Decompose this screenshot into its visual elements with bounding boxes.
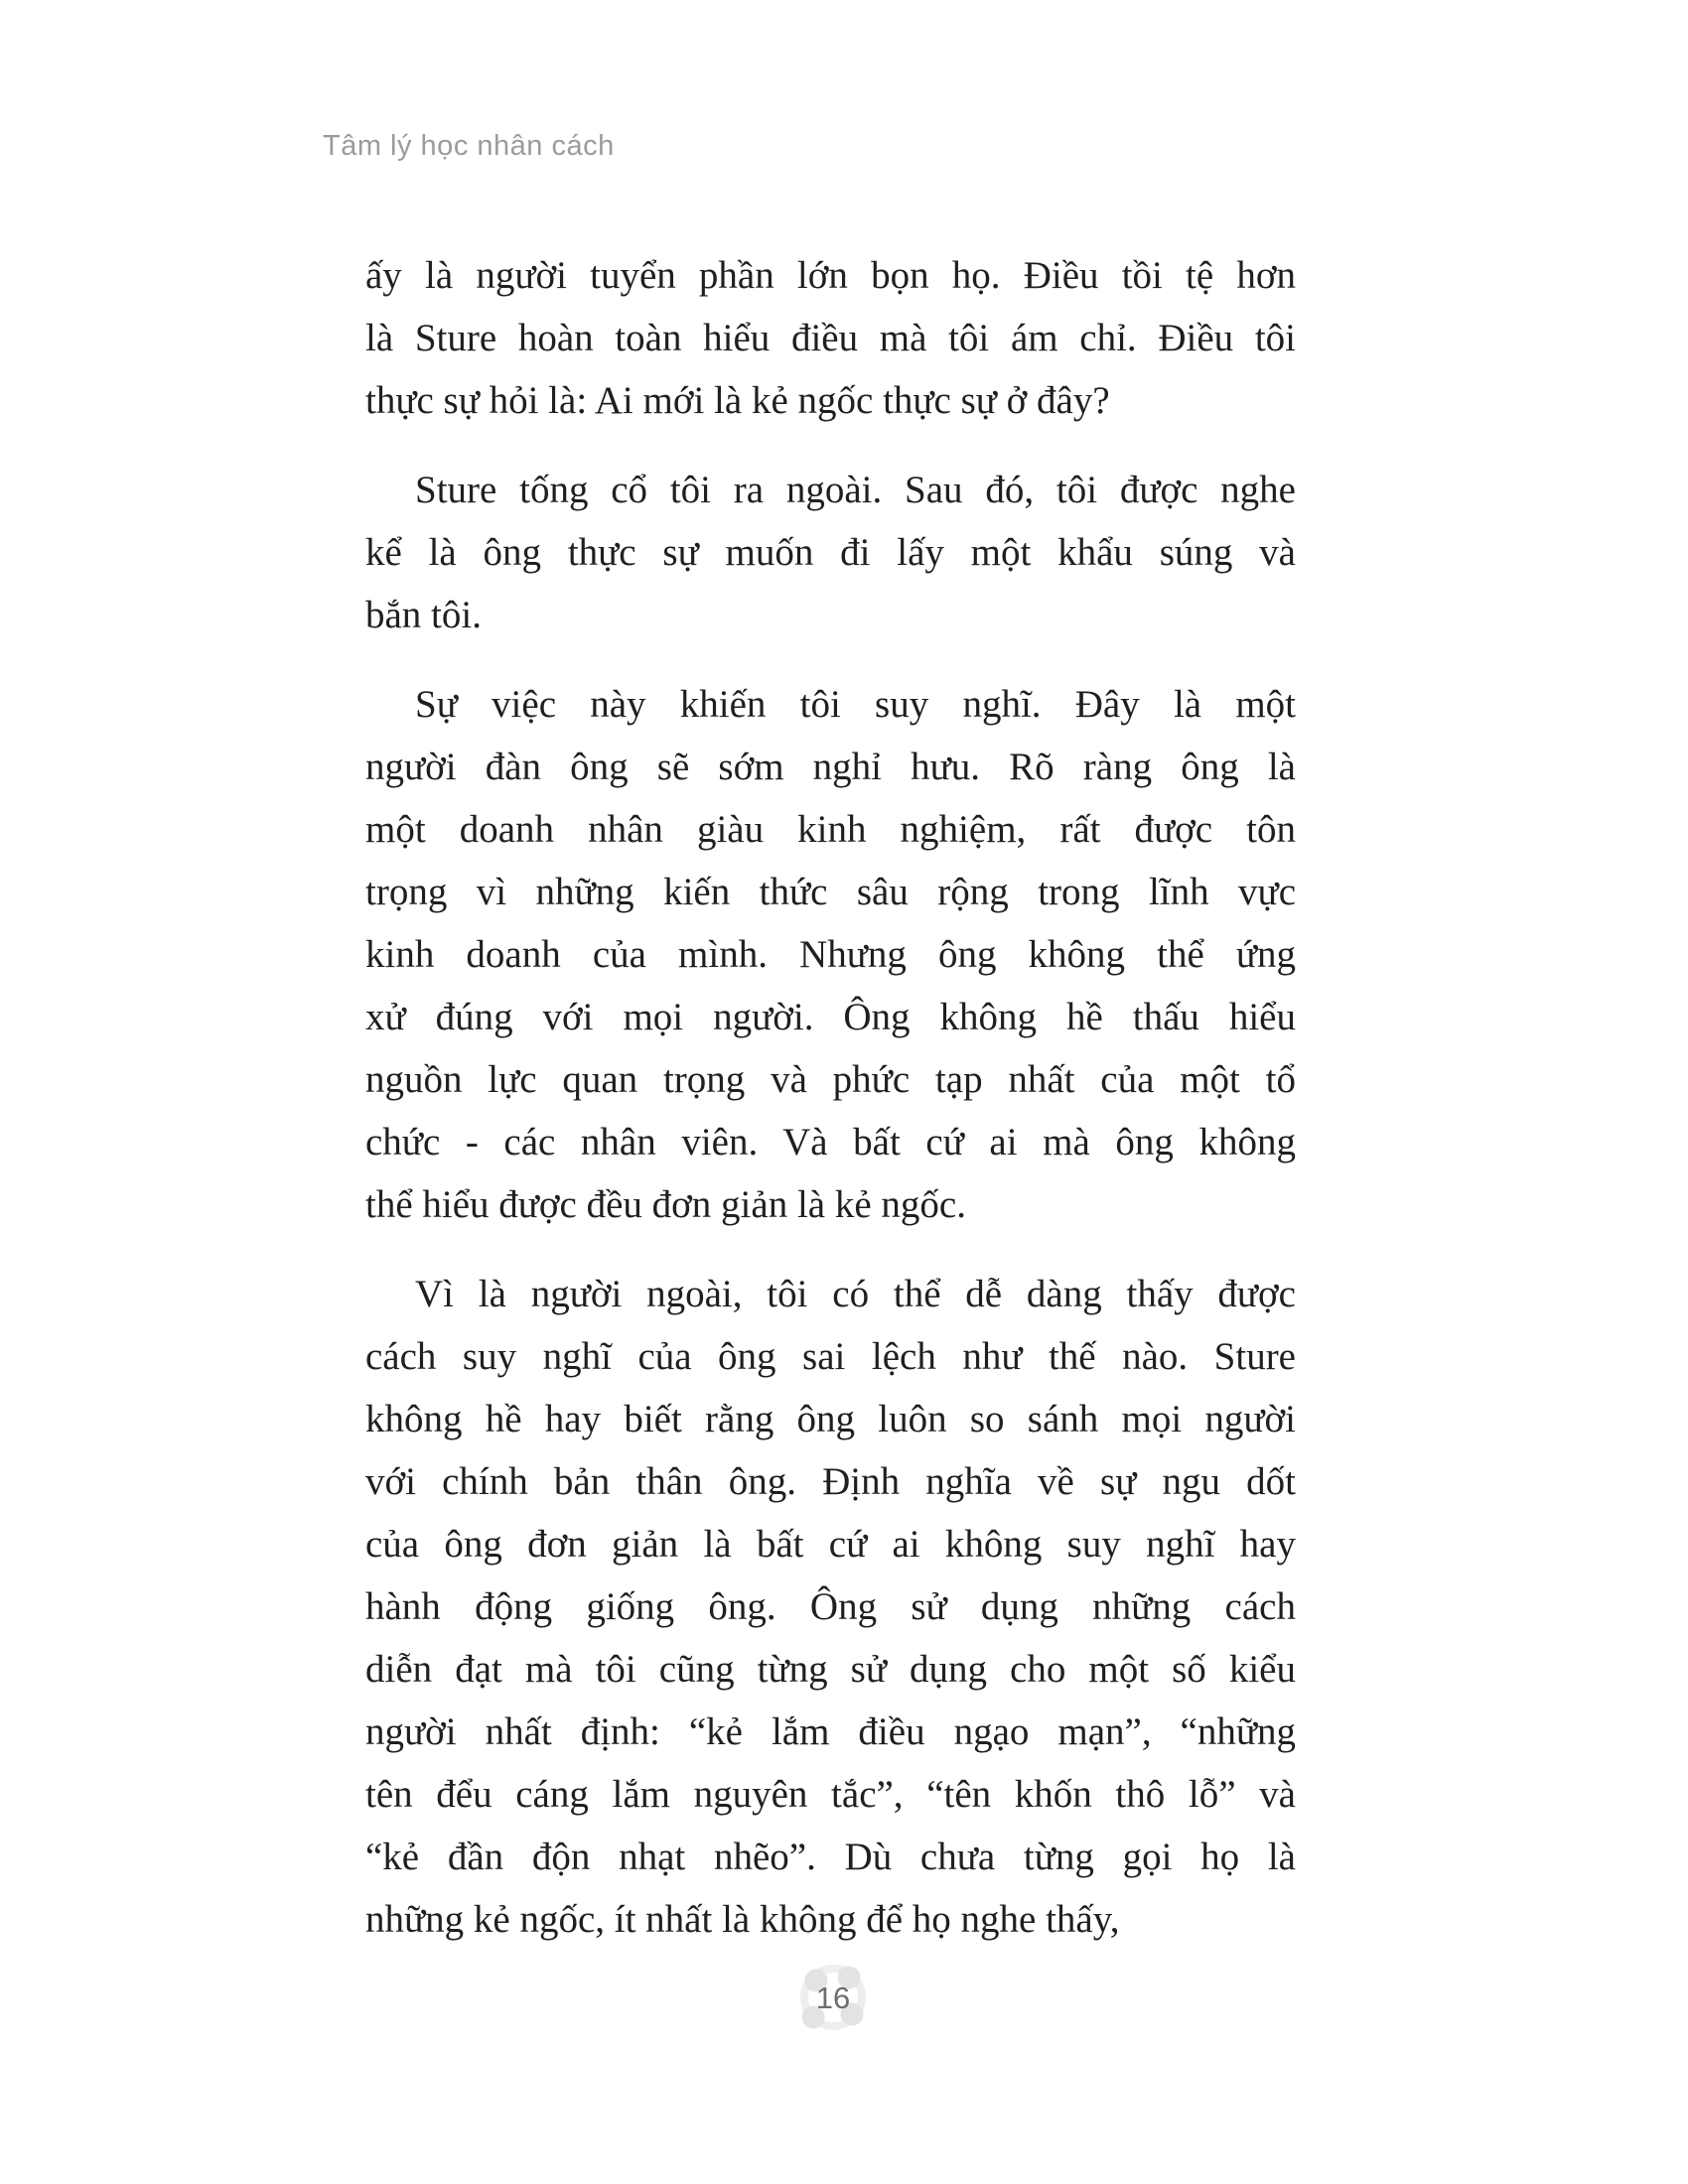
text-line: “kẻ đần độn nhạt nhẽo”. Dù chưa từng gọi họ là <box>365 1836 1296 1878</box>
text-line: Vì là người ngoài, tôi có thể dễ dàng thấy được <box>415 1273 1296 1315</box>
text-line: Sự việc này khiến tôi suy nghĩ. Đây là một <box>415 683 1296 726</box>
text-line: thể hiểu được đều đơn giản là kẻ ngốc. <box>365 1183 966 1226</box>
text-line: diễn đạt mà tôi cũng từng sử dụng cho một số kiểu <box>365 1648 1296 1691</box>
text-line: thực sự hỏi là: Ai mới là kẻ ngốc thực sự ở đây? <box>365 379 1110 422</box>
text-line: kinh doanh của mình. Nhưng ông không thể ứng <box>365 933 1296 976</box>
text-line: người đàn ông sẽ sớm nghỉ hưu. Rõ ràng ông là <box>365 746 1296 788</box>
text-line: người nhất định: “kẻ lắm điều ngạo mạn”, “những <box>365 1710 1296 1753</box>
paragraph <box>365 673 1296 1236</box>
page-body <box>365 244 1296 1951</box>
text-line: là Sture hoàn toàn hiểu điều mà tôi ám chỉ. Điều tôi <box>365 317 1296 359</box>
paragraph <box>365 1263 1296 1951</box>
text-line: tên đểu cáng lắm nguyên tắc”, “tên khốn thô lỗ” và <box>365 1773 1296 1816</box>
text-line: những kẻ ngốc, ít nhất là không để họ nghe thấy, <box>365 1898 1120 1941</box>
text-line: không hề hay biết rằng ông luôn so sánh mọi người <box>365 1398 1296 1440</box>
text-line: bắn tôi. <box>365 594 482 636</box>
running-header: Tâm lý học nhân cách <box>323 130 615 162</box>
text-line: ấy là người tuyển phần lớn bọn họ. Điều tồi tệ hơn <box>365 254 1296 297</box>
text-line: kể là ông thực sự muốn đi lấy một khẩu súng và <box>365 531 1296 574</box>
paragraph <box>365 459 1296 646</box>
text-line: chức - các nhân viên. Và bất cứ ai mà ông không <box>365 1121 1296 1163</box>
text-line: xử đúng với mọi người. Ông không hề thấu hiểu <box>365 996 1296 1038</box>
text-line: một doanh nhân giàu kinh nghiệm, rất được tôn <box>365 808 1296 851</box>
text-line: hành động giống ông. Ông sử dụng những cách <box>365 1585 1296 1628</box>
text-line: cách suy nghĩ của ông sai lệch như thế nào. Sture <box>365 1335 1296 1378</box>
page-number-ornament <box>792 1961 876 2044</box>
text-line: nguồn lực quan trọng và phức tạp nhất của một tổ <box>365 1058 1296 1101</box>
page-number: 16 <box>815 1980 851 2015</box>
paragraph <box>365 244 1296 432</box>
text-line: trọng vì những kiến thức sâu rộng trong lĩnh vực <box>365 871 1296 913</box>
text-line: Sture tống cổ tôi ra ngoài. Sau đó, tôi được nghe <box>415 469 1296 511</box>
text-line: của ông đơn giản là bất cứ ai không suy nghĩ hay <box>365 1523 1296 1566</box>
text-line: với chính bản thân ông. Định nghĩa về sự ngu dốt <box>365 1460 1296 1503</box>
